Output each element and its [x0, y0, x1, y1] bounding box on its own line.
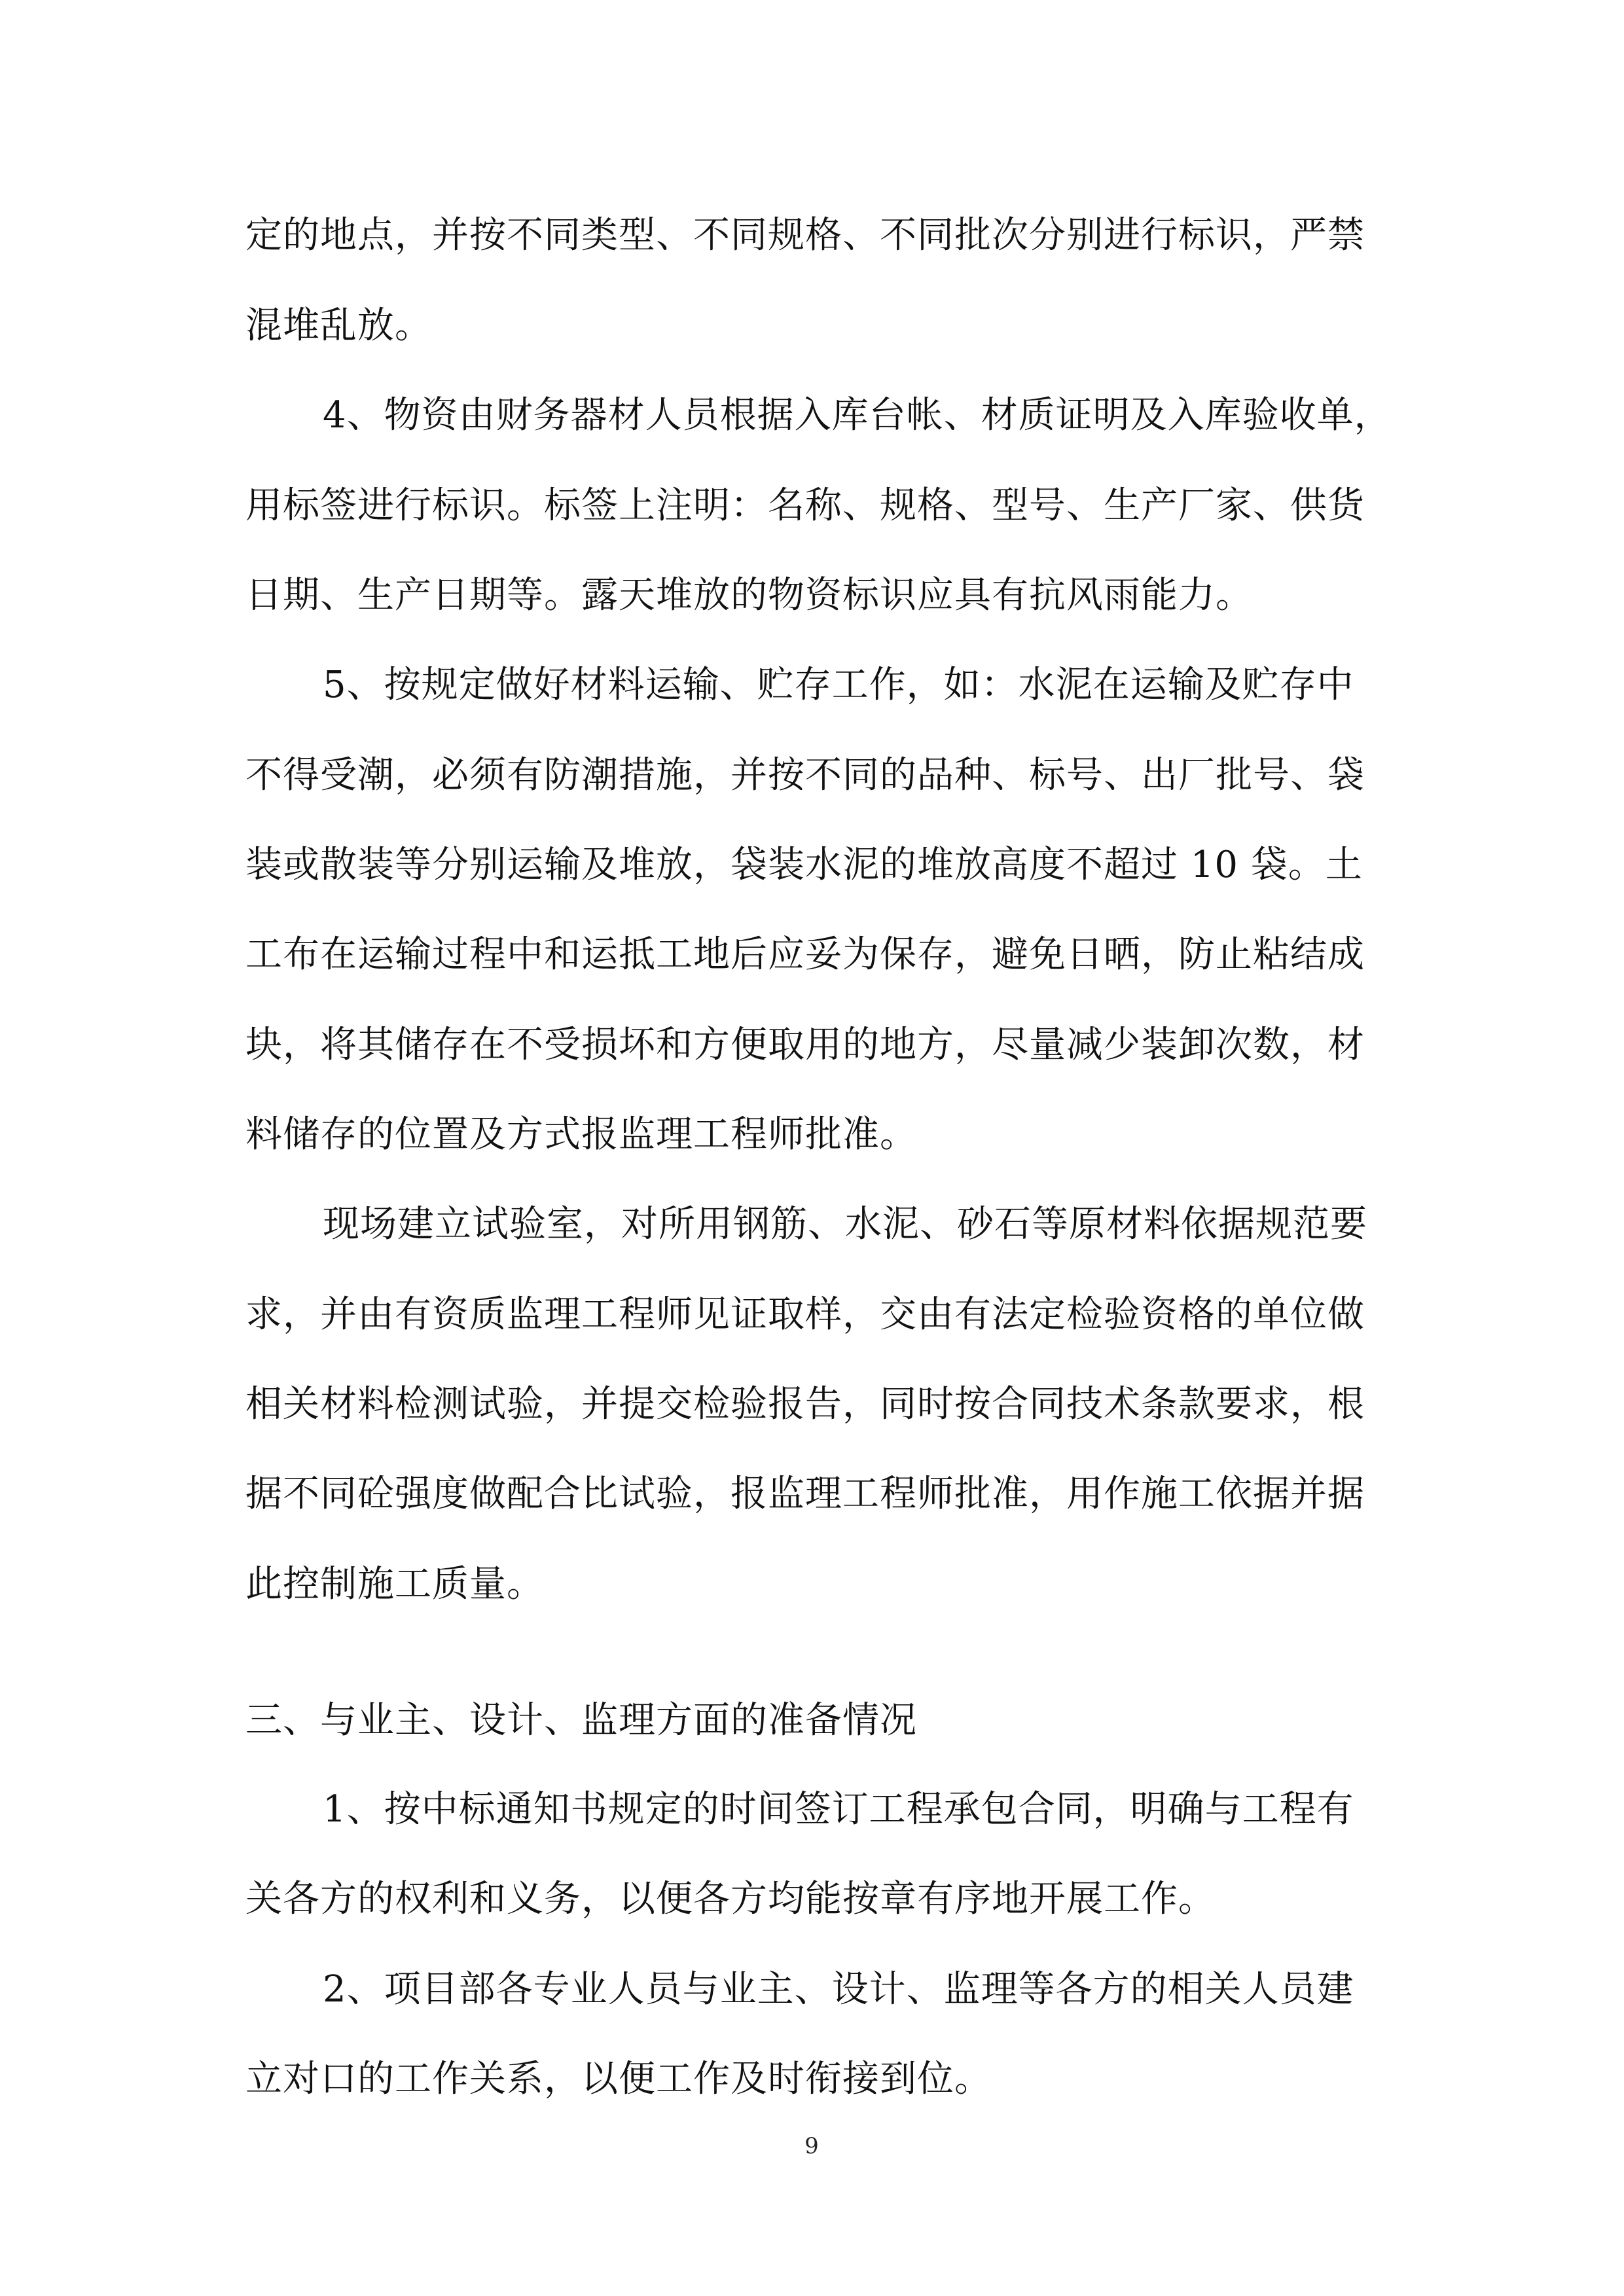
- paragraph-3-line-4: 工布在运输过程中和运抵工地后应妥为保存，避免日晒，防止粘结成: [245, 933, 1365, 976]
- paragraph-2-line-1: 4、物资由财务器材人员根据入库台帐、材质证明及入库验收单，: [323, 394, 1392, 437]
- page-number: 9: [804, 2133, 819, 2159]
- paragraph-4-line-1: 现场建立试验室，对所用钢筋、水泥、砂石等原材料依据规范要: [323, 1203, 1367, 1246]
- paragraph-4-line-4: 据不同砼强度做配合比试验，报监理工程师批准，用作施工依据并据: [245, 1473, 1365, 1515]
- paragraph-3-line-2: 不得受潮，必须有防潮措施，并按不同的品种、标号、出厂批号、袋: [245, 754, 1365, 797]
- paragraph-1-line-2: 混堆乱放。: [245, 304, 432, 347]
- paragraph-3-line-3: 装或散装等分别运输及堆放，袋装水泥的堆放高度不超过 10 袋。土: [245, 844, 1363, 886]
- paragraph-1-line-1: 定的地点，并按不同类型、不同规格、不同批次分别进行标识，严禁: [245, 214, 1365, 257]
- paragraph-5-line-2: 关各方的权利和义务，以便各方均能按章有序地开展工作。: [245, 1878, 1216, 1920]
- paragraph-2-line-3: 日期、生产日期等。露天堆放的物资标识应具有抗风雨能力。: [245, 574, 1253, 617]
- paragraph-3-line-1: 5、按规定做好材料运输、贮存工作，如：水泥在运输及贮存中: [323, 664, 1354, 706]
- paragraph-6-line-2: 立对口的工作关系，以便工作及时衔接到位。: [245, 2058, 992, 2100]
- paragraph-4-line-5: 此控制施工质量。: [245, 1563, 544, 1605]
- paragraph-5-line-1: 1、按中标通知书规定的时间签订工程承包合同，明确与工程有: [323, 1788, 1354, 1831]
- paragraph-3-line-6: 料储存的位置及方式报监理工程师批准。: [245, 1113, 917, 1156]
- paragraph-6-line-1: 2、项目部各专业人员与业主、设计、监理等各方的相关人员建: [323, 1968, 1354, 2011]
- section-heading: 三、与业主、设计、监理方面的准备情况: [245, 1699, 917, 1742]
- paragraph-4-line-3: 相关材料检测试验，并提交检验报告，同时按合同技术条款要求，根: [245, 1383, 1365, 1426]
- paragraph-3-line-5: 块，将其储存在不受损坏和方便取用的地方，尽量减少装卸次数，材: [245, 1024, 1365, 1066]
- paragraph-4-line-2: 求，并由有资质监理工程师见证取样，交由有法定检验资格的单位做: [245, 1293, 1365, 1336]
- paragraph-2-line-2: 用标签进行标识。标签上注明：名称、规格、型号、生产厂家、供货: [245, 484, 1365, 527]
